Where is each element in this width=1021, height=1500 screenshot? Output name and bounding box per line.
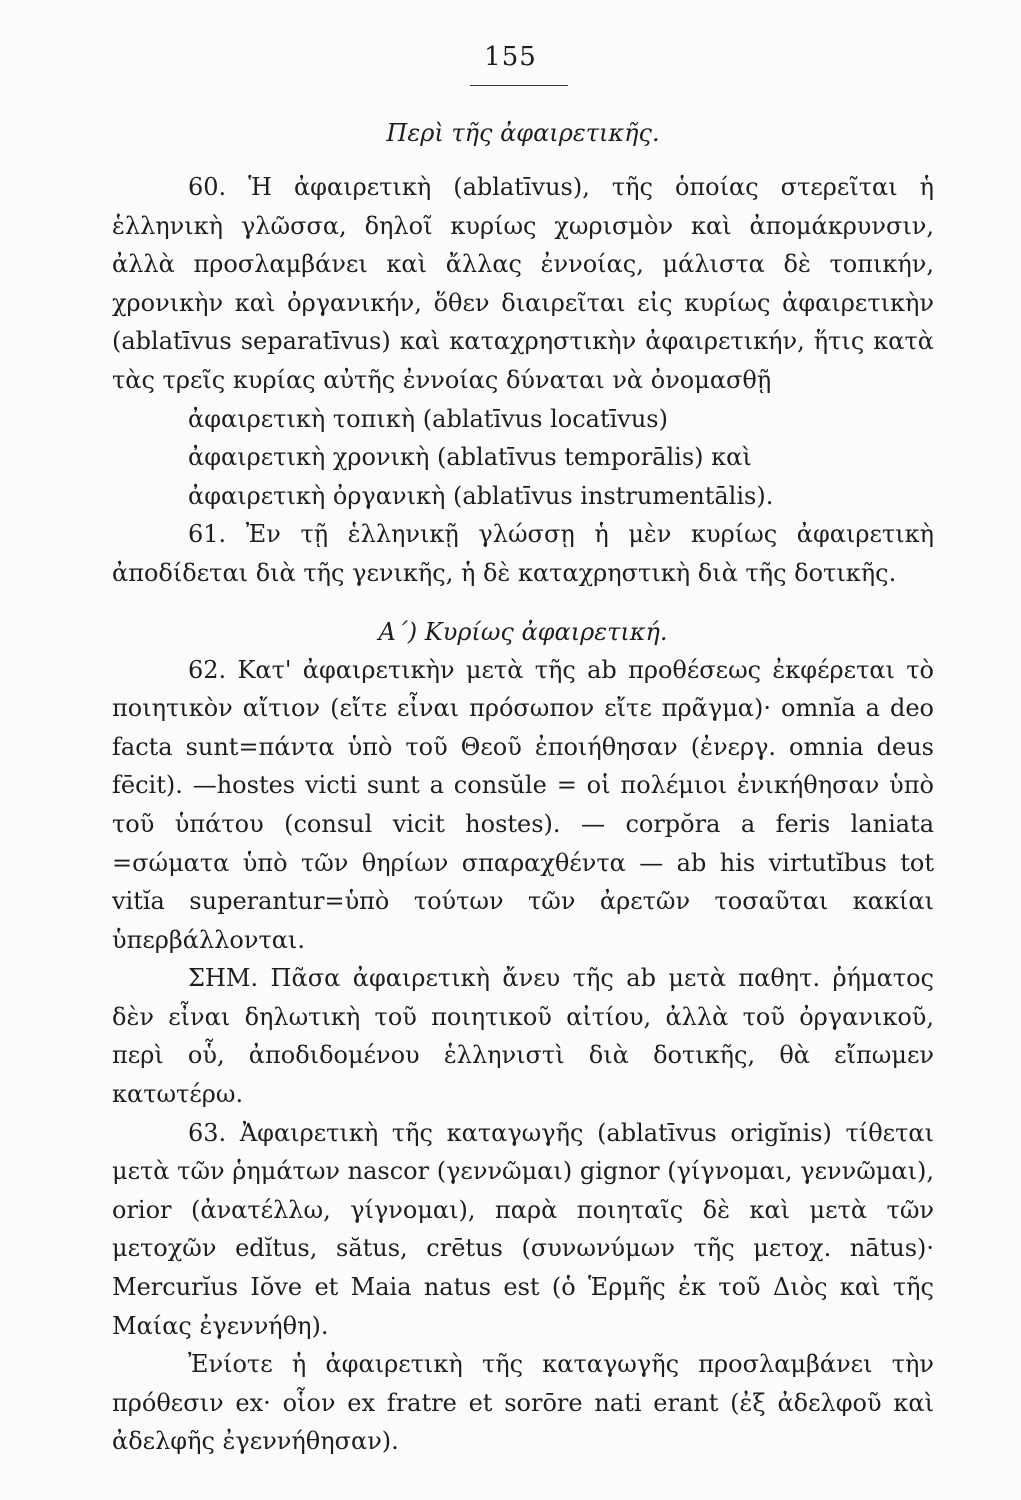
paragraph-62: 62. Κατ' ἀφαιρετικὴν μετὰ τῆς ab προθέσεως ἐκφέρεται τὸ ποιητικὸν αἴτιον (εἴτε εἶναι πρόσωπον εἴτε πρᾶγμα)· omnĭa a deo facta sunt=πάντα ὑπὸ τοῦ Θεοῦ ἐποιήθησαν (ἐνεργ. omnia deus fēcit). —hostes victi sunt a consŭle = οἱ πολέμιοι ἐνικήθησαν ὑπὸ τοῦ ὑπάτου (consul vicit hostes). — corpŏra a feris laniata =σώματα ὑπὸ τῶν θηρίων σπαραχθέντα — ab his virtutĭbus tot vitĭa superantur=ὑπὸ τούτων τῶν ἀρετῶν τοσαῦται κακίαι ὑπερβάλλονται. bbox=[112, 655, 934, 954]
paragraph-60: 60. Ἡ ἀφαιρετικὴ (ablatīvus), τῆς ὁποίας στερεῖται ἡ ἑλληνικὴ γλῶσσα, δηλοῖ κυρίως χωρισμὸν καὶ ἀπομάκρυνσιν, ἀλλὰ προσλαμβάνει καὶ ἄλλας ἐννοίας, μάλιστα δὲ τοπικήν, χρονικὴν καὶ ὀργανικήν, ὅθεν διαιρεῖται εἰς κυρίως ἀφαιρετικὴν (ablatīvus separatīvus) καὶ καταχρηστικὴν ἀφαιρετικήν, ἥτις κατὰ τὰς τρεῖς κυρίας αὐτῆς ἐννοίας δύναται νὰ ὀνομασθῇ bbox=[112, 173, 934, 394]
paragraph-63-continuation: Ἐνίοτε ἡ ἀφαιρετικὴ τῆς καταγωγῆς προσλαμβάνει τὴν πρόθεσιν ex· οἷον ex fratre et sorōre nati erant (ἐξ ἀδελφοῦ καὶ ἀδελφῆς ἐγεννήθησαν). bbox=[112, 1350, 934, 1456]
page-body bbox=[112, 114, 934, 1461]
section-heading: Περὶ τῆς ἀφαιρετικῆς. bbox=[386, 119, 660, 147]
paragraph-63: 63. Ἀφαιρετικὴ τῆς καταγωγῆς (ablatīvus origĭnis) τίθεται μετὰ τῶν ῥημάτων nascor (γεννῶμαι) gignor (γίγνομαι, γεννῶμαι), orior (ἀνατέλλω, γίγνομαι), παρὰ ποιηταῖς δὲ καὶ μετὰ τῶν μετοχῶν edĭtus, sătus, crētus (συνωνύμων τῆς μετοχ. nātus)· Mercurĭus Iŏve et Maia natus est (ὁ Ἑρμῆς ἐκ τοῦ Διὸς καὶ τῆς Μαίας ἐγεννήθη). bbox=[112, 1118, 934, 1340]
paragraph-60-item-locative: ἀφαιρετικὴ τοπικὴ (ablatīvus locatīvus) bbox=[188, 404, 668, 433]
paragraph-60-item-temporal: ἀφαιρετικὴ χρονικὴ (ablatīvus temporālis) καὶ bbox=[188, 443, 752, 472]
page-number: 155 bbox=[484, 42, 537, 72]
subsection-heading: Α΄) Κυρίως ἀφαιρετική. bbox=[378, 617, 668, 646]
note-paragraph: ΣΗΜ. Πᾶσα ἀφαιρετικὴ ἄνευ τῆς ab μετὰ παθητ. ῥήματος δὲν εἶναι δηλωτικὴ τοῦ ποιητικοῦ αἰτίου, ἀλλὰ τοῦ ὀργανικοῦ, περὶ οὗ, ἀποδιδομένου ἑλληνιστὶ διὰ δοτικῆς, θὰ εἴπωμεν κατωτέρω. bbox=[112, 964, 934, 1109]
page-number-rule bbox=[470, 85, 568, 86]
paragraph-61: 61. Ἐν τῇ ἑλληνικῇ γλώσσῃ ἡ μὲν κυρίως ἀφαιρετικὴ ἀποδίδεται διὰ τῆς γενικῆς, ἡ δὲ καταχρηστικὴ διὰ τῆς δοτικῆς. bbox=[112, 520, 934, 587]
paragraph-60-item-instrumental: ἀφαιρετικὴ ὀργανικὴ (ablatīvus instrumentālis). bbox=[188, 481, 774, 510]
